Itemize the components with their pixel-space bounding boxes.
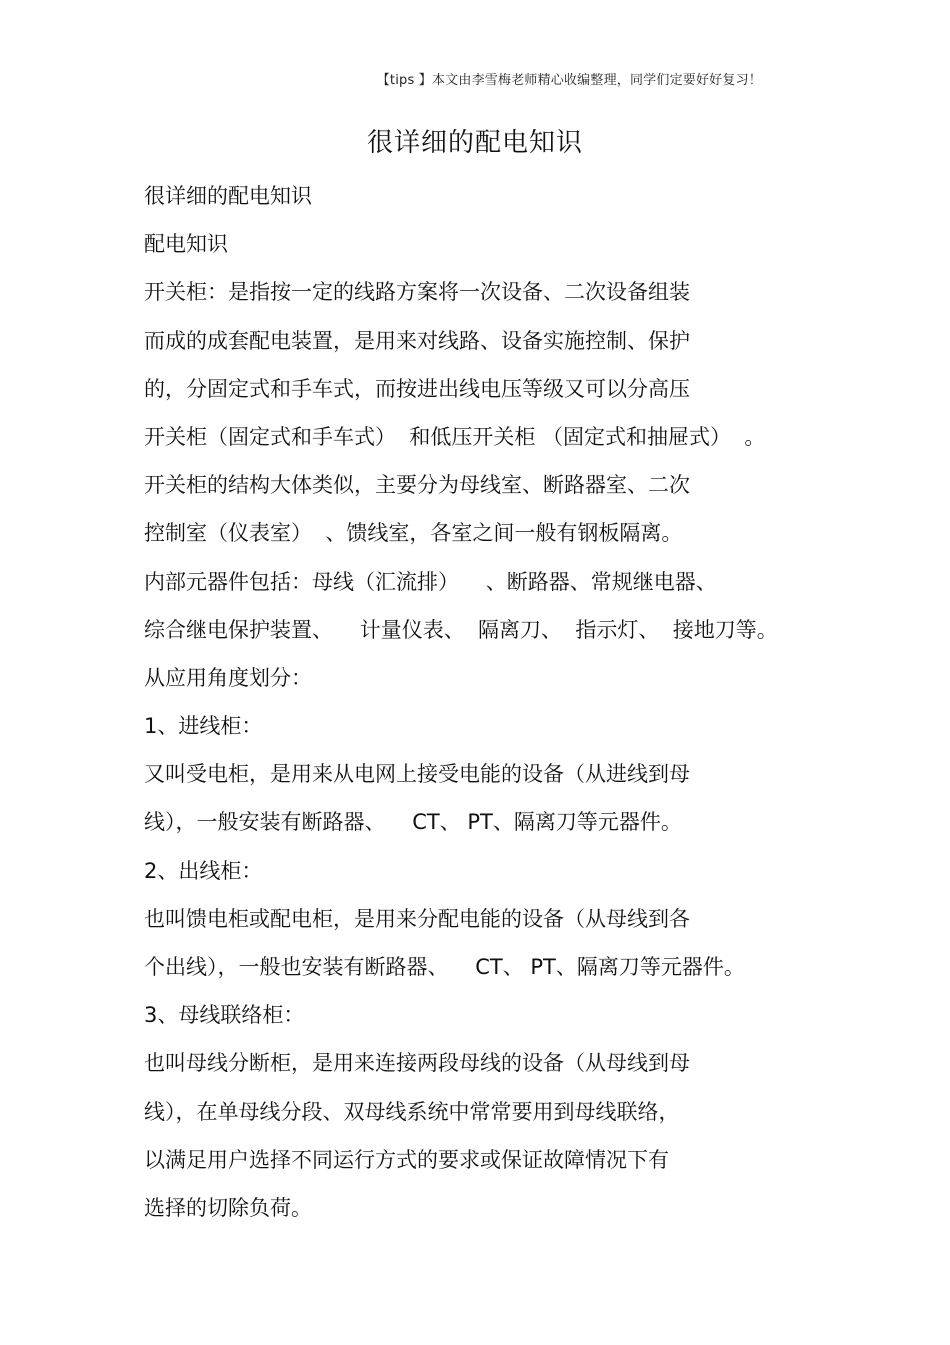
body-line: 也叫母线分断柜，是用来连接两段母线的设备（从母线到母	[144, 1051, 690, 1076]
body-line: 3、母线联络柜：	[144, 1003, 305, 1028]
body-line: 以满足用户选择不同运行方式的要求或保证故障情况下有	[144, 1147, 669, 1172]
body-line: 线），在单母线分段、双母线系统中常常要用到母线联络，	[144, 1099, 680, 1124]
document-body	[144, 180, 844, 1240]
body-line: 选择的切除负荷。	[144, 1195, 312, 1220]
tips-header: 【tips 】本文由李雪梅老师精心收编整理，同学们定要好好复习！	[376, 73, 762, 88]
body-line: 个出线），一般也安装有断路器、 CT、 PT、隔离刀等元器件。	[144, 955, 745, 979]
body-line: 开关柜的结构大体类似，主要分为母线室、断路器室、二次	[144, 473, 690, 498]
body-line: 综合继电保护装置、 计量仪表、 隔离刀、 指示灯、 接地刀等。	[144, 617, 778, 642]
body-line: 开关柜（固定式和手车式） 和低压开关柜 （固定式和抽屉式） 。	[144, 424, 766, 449]
document-title: 很详细的配电知识	[366, 128, 583, 158]
body-line: 内部元器件包括：母线（汇流排） 、断路器、常规继电器、	[144, 569, 717, 594]
body-line: 也叫馈电柜或配电柜，是用来分配电能的设备（从母线到各	[144, 906, 690, 931]
body-line: 2、出线柜：	[144, 858, 263, 883]
body-line: 的，分固定式和手车式，而按进出线电压等级又可以分高压	[144, 376, 690, 401]
body-line: 而成的成套配电装置，是用来对线路、设备实施控制、保护	[144, 328, 690, 353]
body-line: 配电知识	[144, 232, 228, 257]
body-line: 很详细的配电知识	[144, 184, 312, 208]
body-line: 线），一般安装有断路器、 CT、 PT、隔离刀等元器件。	[144, 810, 682, 835]
body-line: 1、进线柜：	[144, 714, 263, 739]
body-line: 控制室（仪表室） 、馈线室，各室之间一般有钢板隔离。	[144, 521, 683, 546]
body-line: 又叫受电柜，是用来从电网上接受电能的设备（从进线到母	[144, 762, 690, 787]
body-line: 从应用角度划分：	[144, 665, 312, 690]
body-line: 开关柜：是指按一定的线路方案将一次设备、二次设备组装	[144, 280, 690, 305]
